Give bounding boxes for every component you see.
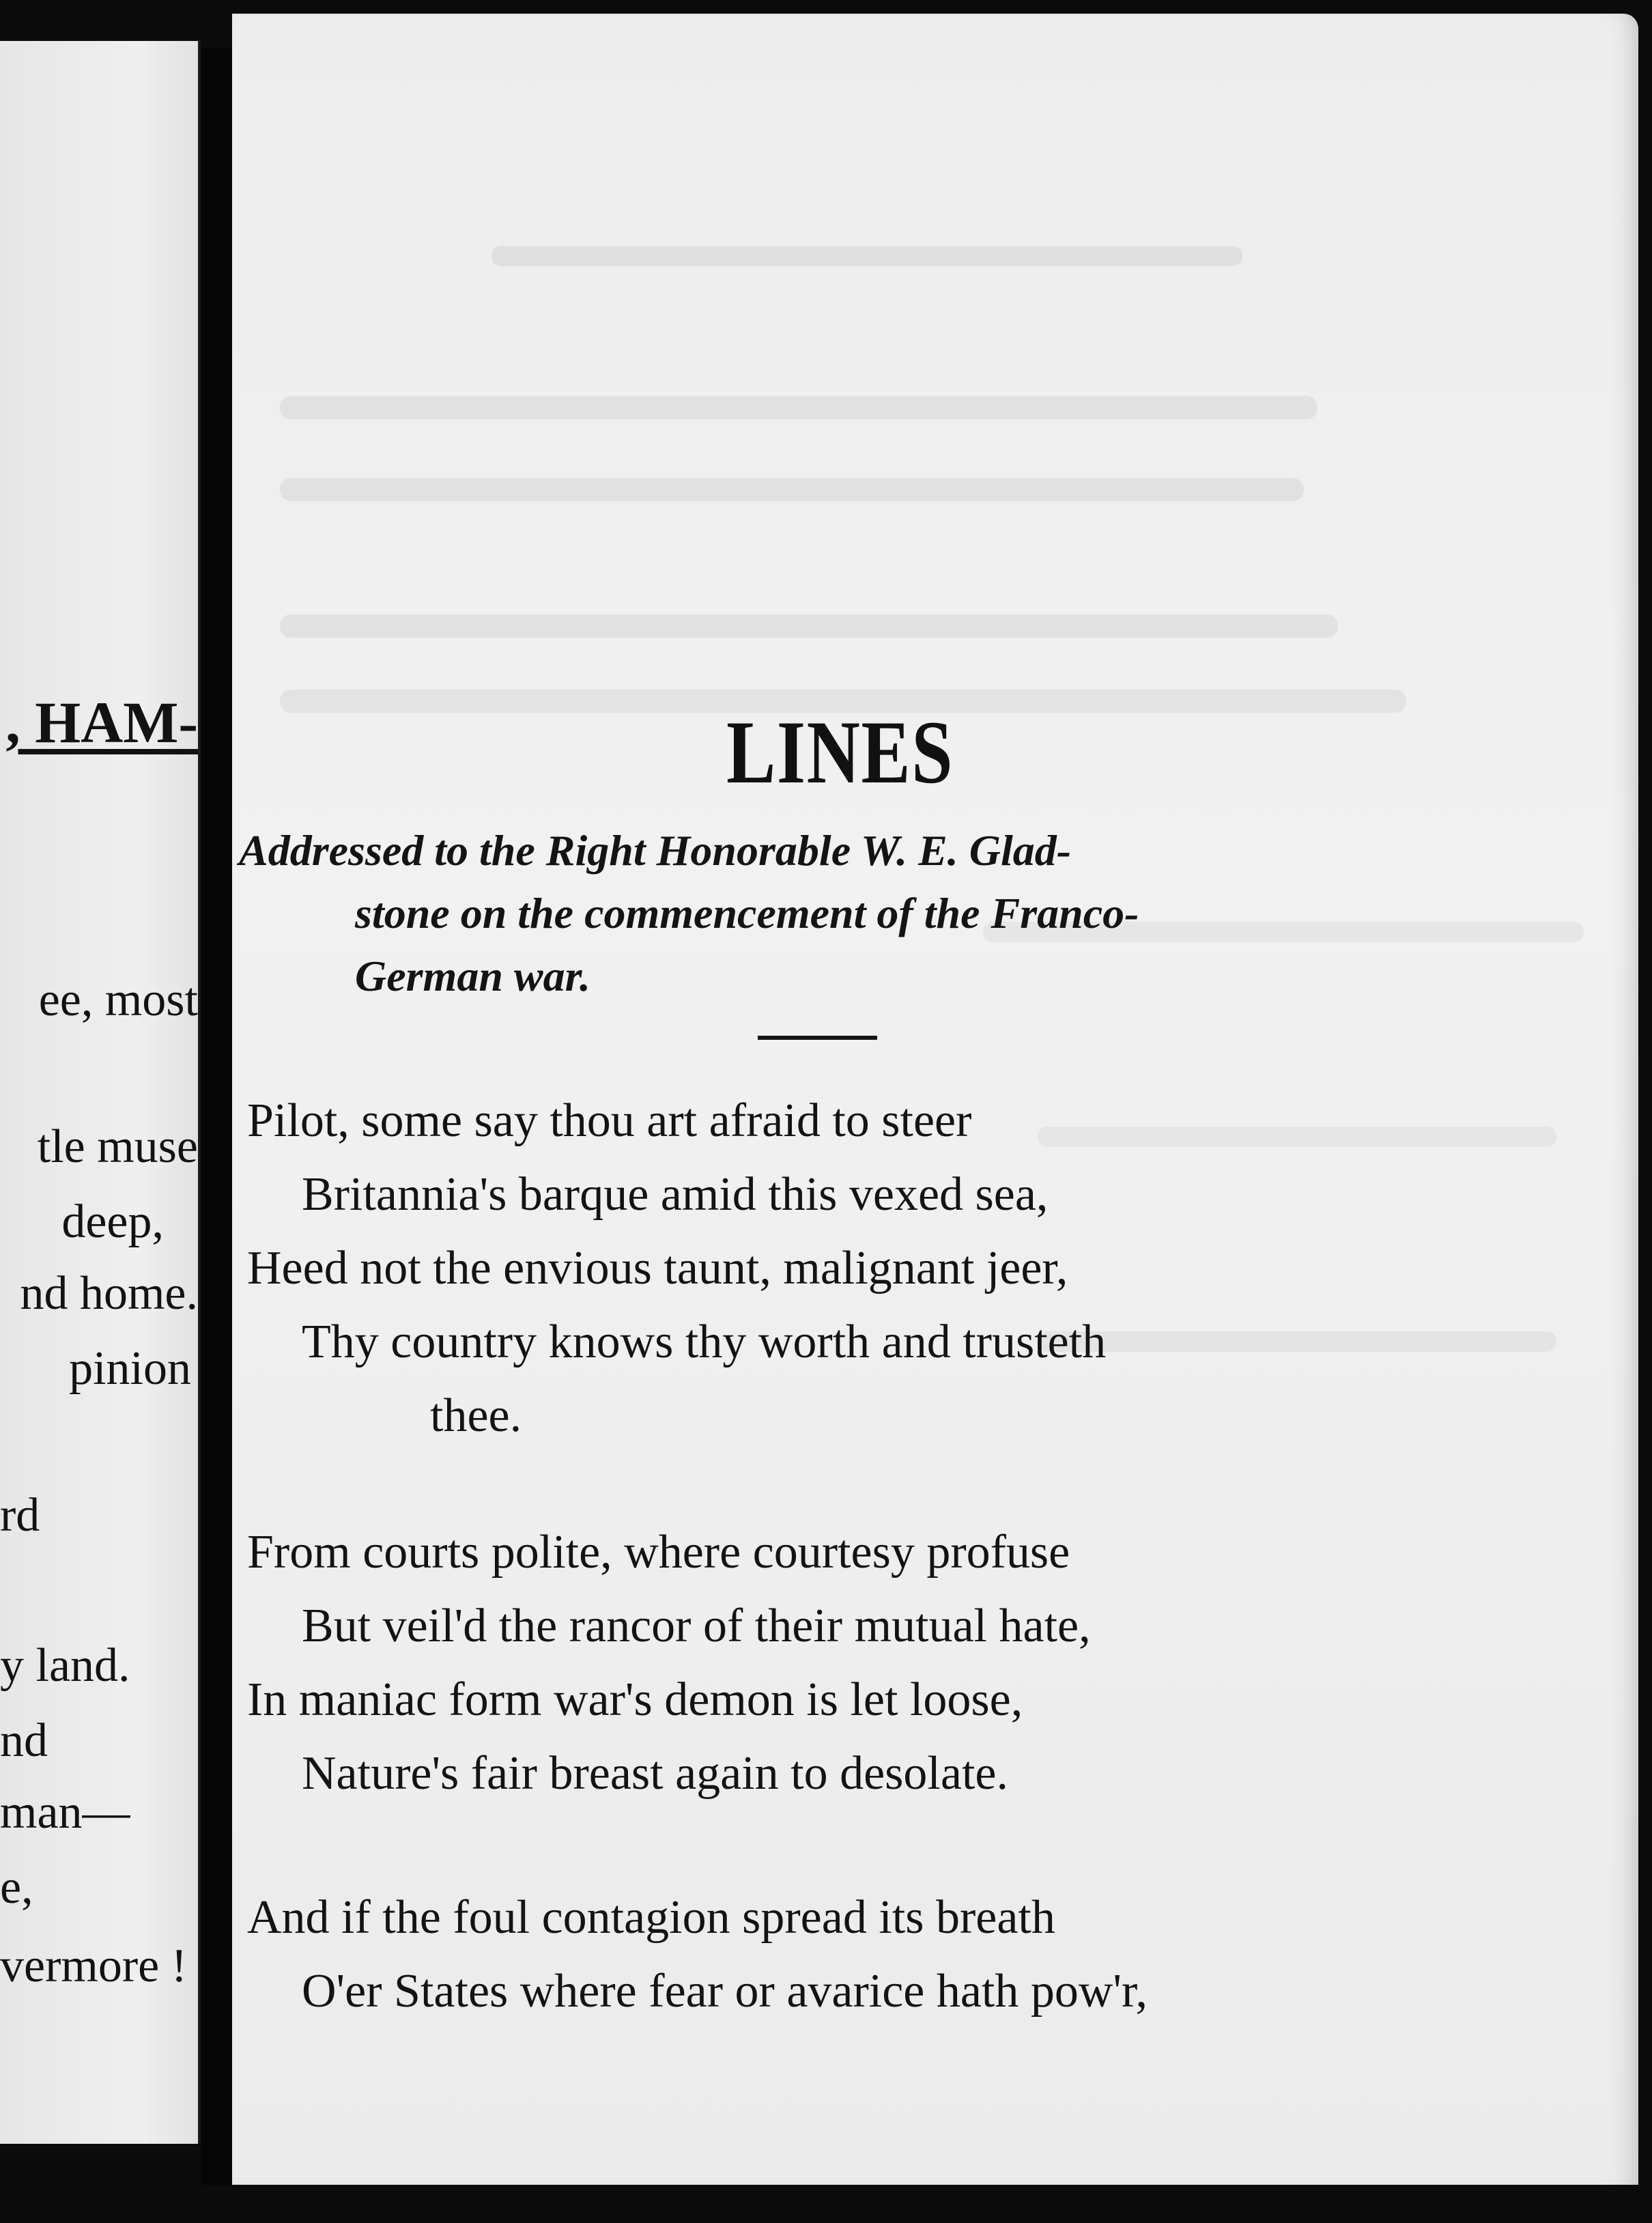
dedication-line: stone on the commencement of the Franco- — [355, 889, 1139, 937]
show-through-smudge — [492, 246, 1242, 266]
book-gutter — [201, 48, 232, 2185]
verse-line: Heed not the envious taunt, malignant jeer, — [247, 1242, 1068, 1294]
stanza-1 — [247, 1084, 1530, 1453]
verse-line: Nature's fair breast again to desolate. — [302, 1747, 1008, 1800]
verse-line: Pilot, some say thou art afraid to steer — [247, 1094, 972, 1147]
dedication-line: Addressed to the Right Honorable W. E. Glad- — [239, 826, 1072, 875]
verse-line: Thy country knows thy worth and trusteth — [302, 1316, 1107, 1368]
left-page-line: vermore ! — [0, 1940, 188, 1992]
verse-line: From courts polite, where courtesy profuse — [247, 1526, 1070, 1578]
left-page — [0, 41, 201, 2144]
verse-line: O'er States where fear or avarice hath pow'r, — [302, 1965, 1148, 2017]
stanza-2 — [247, 1516, 1530, 1811]
dedication-line: German war. — [355, 952, 590, 1000]
title-divider — [758, 1036, 877, 1040]
left-page-line: y land. — [0, 1639, 130, 1692]
show-through-smudge — [280, 396, 1318, 419]
verse-line: thee. — [430, 1389, 522, 1442]
poem-dedication — [239, 819, 1563, 1008]
left-page-line: man— — [0, 1786, 130, 1839]
left-page-line: rd — [0, 1489, 40, 1542]
right-page — [232, 14, 1638, 2185]
verse-line: But veil'd the rancor of their mutual hate, — [302, 1600, 1091, 1652]
left-page-line: deep, — [61, 1195, 164, 1248]
left-page-heading-fragment: , HAM- — [5, 690, 198, 755]
poem-title: LINES — [726, 702, 954, 802]
left-page-line: tle muse — [37, 1120, 198, 1173]
left-page-line: nd — [0, 1714, 48, 1767]
verse-line: Britannia's barque amid this vexed sea, — [302, 1168, 1049, 1221]
verse-line: And if the foul contagion spread its breath — [247, 1891, 1055, 1944]
left-page-line: pinion — [69, 1342, 191, 1395]
left-page-line: nd home. — [20, 1267, 198, 1320]
show-through-smudge — [280, 478, 1304, 501]
left-page-line: e, — [0, 1861, 33, 1914]
verse-line: In maniac form war's demon is let loose, — [247, 1673, 1023, 1726]
left-page-line: ee, most — [38, 974, 198, 1026]
stanza-3 — [247, 1881, 1530, 2028]
show-through-smudge — [280, 614, 1338, 638]
